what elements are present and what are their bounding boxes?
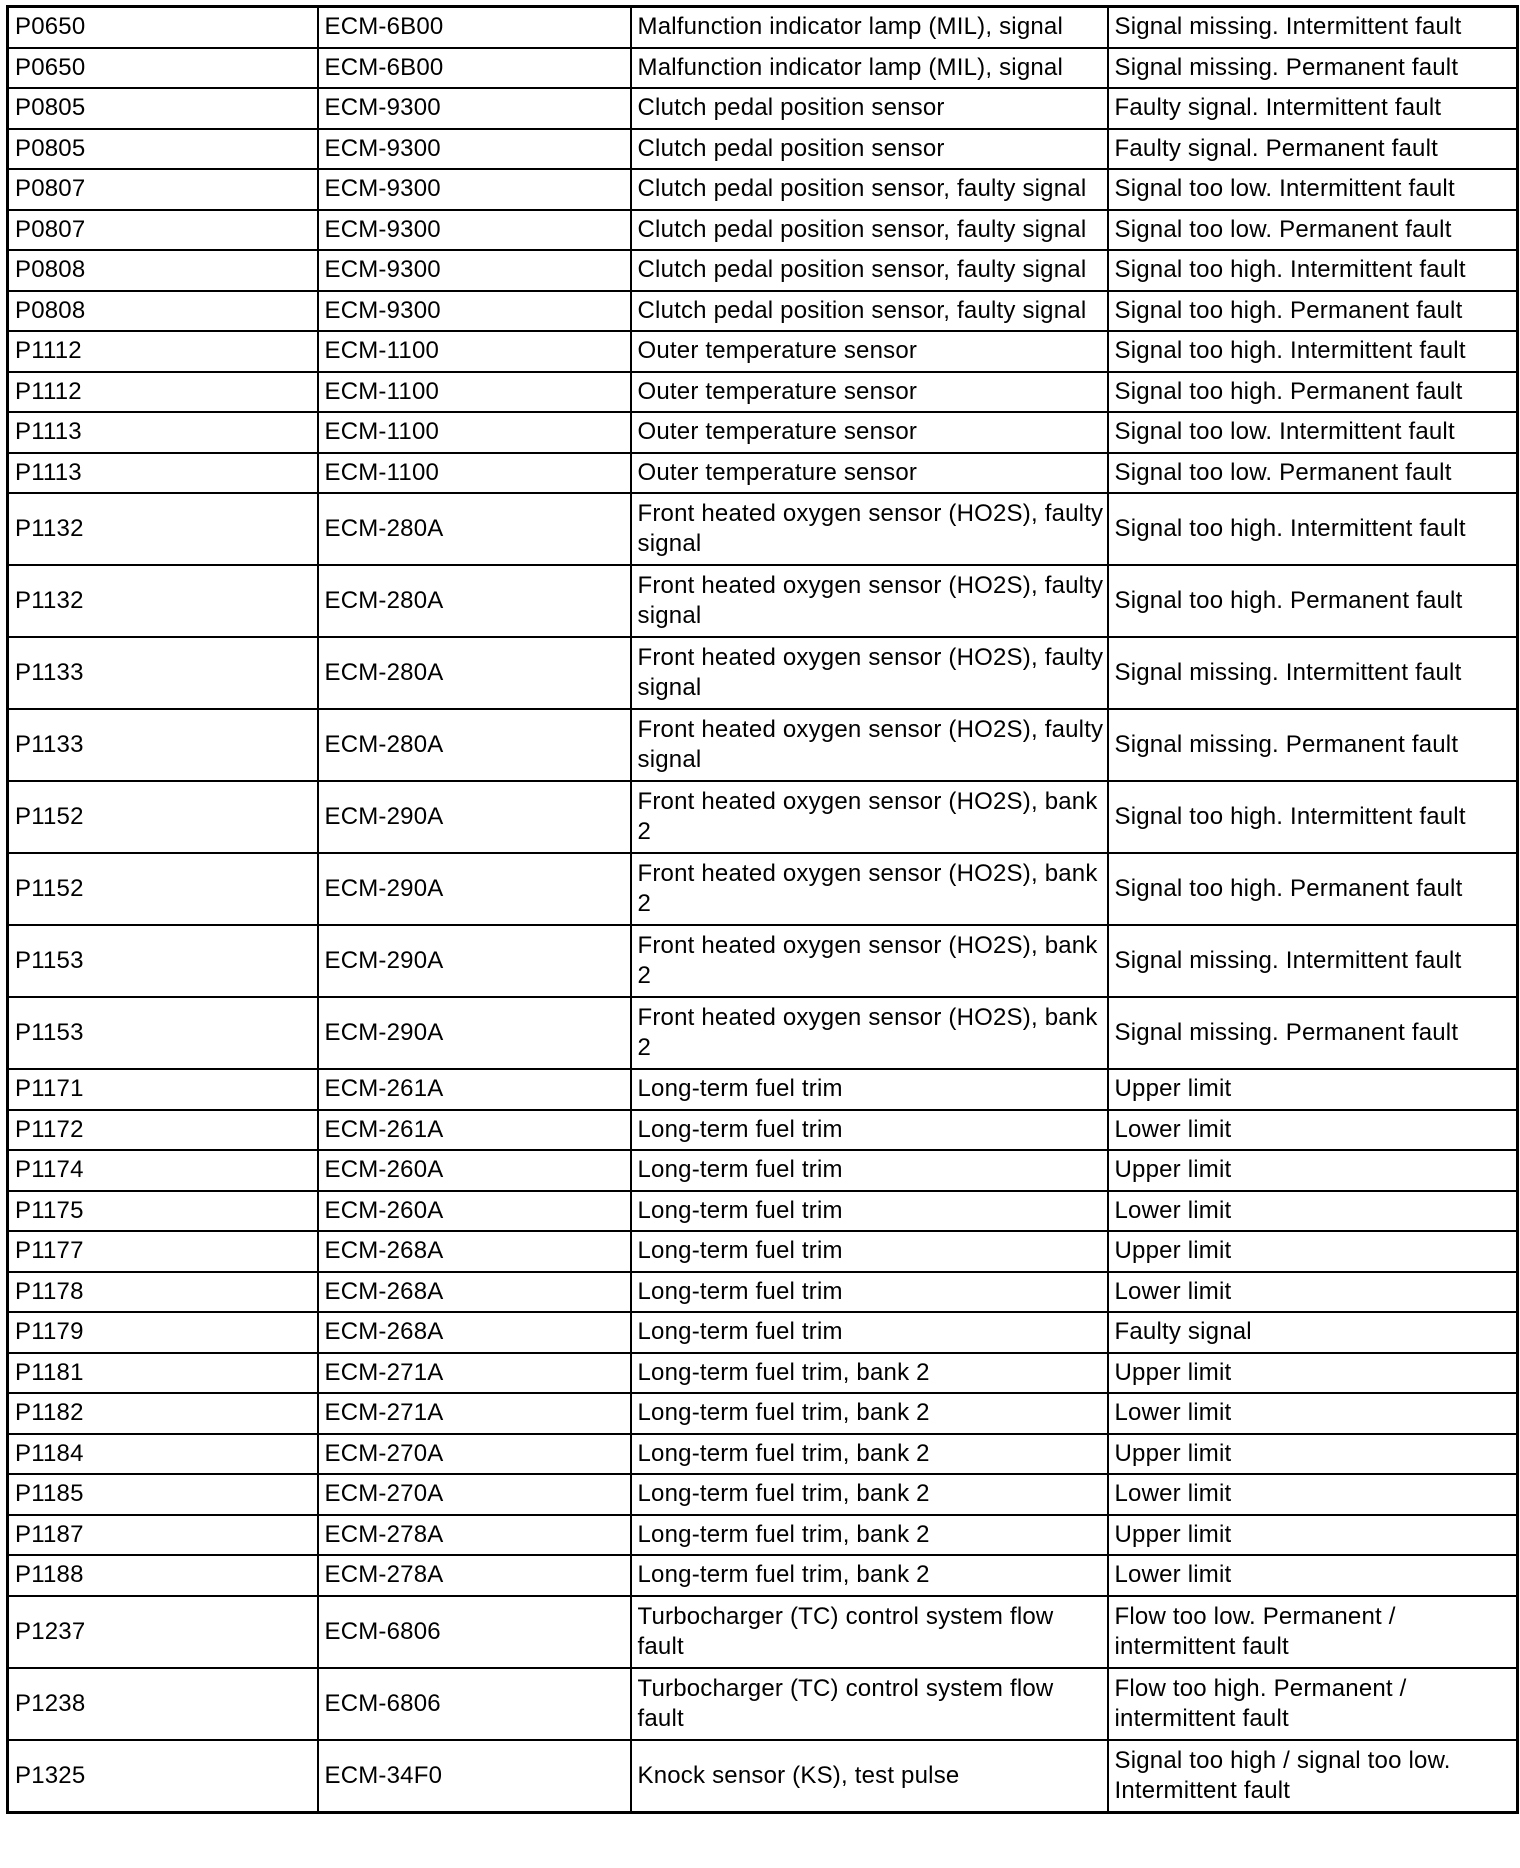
ecm-module-cell: ECM-1100 [318,331,631,372]
table-row [8,709,1518,781]
component-cell: Long-term fuel trim [631,1272,1108,1313]
ecm-module-cell: ECM-261A [318,1110,631,1151]
dtc-code-cell: P1152 [8,781,318,853]
component-cell: Clutch pedal position sensor, faulty signal [631,169,1108,210]
table-row [8,291,1518,332]
component-cell: Long-term fuel trim [631,1150,1108,1191]
table-row [8,925,1518,997]
dtc-code-cell: P1188 [8,1555,318,1596]
fault-description-cell: Signal missing. Intermittent fault [1108,637,1518,709]
ecm-module-cell: ECM-278A [318,1555,631,1596]
component-cell: Clutch pedal position sensor, faulty signal [631,250,1108,291]
dtc-code-cell: P1178 [8,1272,318,1313]
dtc-code-cell: P1185 [8,1474,318,1515]
fault-description-cell: Lower limit [1108,1555,1518,1596]
ecm-module-cell: ECM-6806 [318,1668,631,1740]
dtc-code-cell: P1174 [8,1150,318,1191]
component-cell: Long-term fuel trim, bank 2 [631,1515,1108,1556]
dtc-code-cell: P1182 [8,1393,318,1434]
fault-description-cell: Signal too high. Intermittent fault [1108,331,1518,372]
dtc-code-cell: P1113 [8,453,318,494]
table-row [8,412,1518,453]
fault-description-cell: Upper limit [1108,1231,1518,1272]
fault-description-cell: Signal missing. Permanent fault [1108,709,1518,781]
dtc-table-body [8,7,1518,1813]
component-cell: Long-term fuel trim [631,1231,1108,1272]
table-row [8,997,1518,1069]
dtc-code-cell: P0808 [8,291,318,332]
component-cell: Outer temperature sensor [631,331,1108,372]
fault-description-cell: Faulty signal. Permanent fault [1108,129,1518,170]
component-cell: Front heated oxygen sensor (HO2S), faulty signal [631,709,1108,781]
dtc-code-cell: P1177 [8,1231,318,1272]
dtc-code-cell: P0807 [8,210,318,251]
fault-description-cell: Lower limit [1108,1474,1518,1515]
component-cell: Long-term fuel trim [631,1069,1108,1110]
dtc-code-cell: P1112 [8,372,318,413]
component-cell: Clutch pedal position sensor, faulty signal [631,291,1108,332]
table-row [8,169,1518,210]
fault-description-cell: Signal too low. Permanent fault [1108,210,1518,251]
dtc-code-cell: P0805 [8,88,318,129]
table-row [8,1231,1518,1272]
dtc-code-cell: P0808 [8,250,318,291]
component-cell: Front heated oxygen sensor (HO2S), faulty signal [631,493,1108,565]
fault-description-cell: Lower limit [1108,1272,1518,1313]
component-cell: Front heated oxygen sensor (HO2S), bank 2 [631,997,1108,1069]
dtc-code-cell: P0650 [8,48,318,89]
fault-description-cell: Signal too low. Permanent fault [1108,453,1518,494]
ecm-module-cell: ECM-1100 [318,372,631,413]
ecm-module-cell: ECM-9300 [318,291,631,332]
table-row [8,1312,1518,1353]
fault-description-cell: Lower limit [1108,1110,1518,1151]
fault-description-cell: Signal too high. Intermittent fault [1108,250,1518,291]
table-row [8,1110,1518,1151]
ecm-module-cell: ECM-260A [318,1191,631,1232]
dtc-code-cell: P1238 [8,1668,318,1740]
table-row [8,1272,1518,1313]
dtc-code-cell: P1132 [8,565,318,637]
component-cell: Long-term fuel trim, bank 2 [631,1353,1108,1394]
component-cell: Front heated oxygen sensor (HO2S), bank 2 [631,925,1108,997]
component-cell: Front heated oxygen sensor (HO2S), faulty signal [631,637,1108,709]
component-cell: Turbocharger (TC) control system flow fault [631,1668,1108,1740]
table-row [8,1740,1518,1813]
ecm-module-cell: ECM-268A [318,1231,631,1272]
table-row [8,1150,1518,1191]
ecm-module-cell: ECM-280A [318,565,631,637]
component-cell: Long-term fuel trim [631,1191,1108,1232]
component-cell: Malfunction indicator lamp (MIL), signal [631,48,1108,89]
ecm-module-cell: ECM-280A [318,493,631,565]
table-row [8,565,1518,637]
table-row [8,372,1518,413]
table-row [8,1474,1518,1515]
dtc-code-cell: P1113 [8,412,318,453]
ecm-module-cell: ECM-290A [318,925,631,997]
ecm-module-cell: ECM-9300 [318,169,631,210]
dtc-code-cell: P1133 [8,637,318,709]
table-row [8,1191,1518,1232]
ecm-module-cell: ECM-268A [318,1312,631,1353]
ecm-module-cell: ECM-1100 [318,453,631,494]
component-cell: Malfunction indicator lamp (MIL), signal [631,7,1108,48]
ecm-module-cell: ECM-270A [318,1474,631,1515]
table-row [8,453,1518,494]
component-cell: Clutch pedal position sensor [631,88,1108,129]
dtc-code-cell: P0650 [8,7,318,48]
dtc-code-cell: P1132 [8,493,318,565]
fault-description-cell: Lower limit [1108,1393,1518,1434]
fault-description-cell: Upper limit [1108,1353,1518,1394]
ecm-module-cell: ECM-9300 [318,88,631,129]
ecm-module-cell: ECM-271A [318,1393,631,1434]
table-row [8,853,1518,925]
component-cell: Long-term fuel trim, bank 2 [631,1474,1108,1515]
dtc-code-cell: P1133 [8,709,318,781]
ecm-module-cell: ECM-34F0 [318,1740,631,1813]
table-row [8,48,1518,89]
dtc-code-cell: P1237 [8,1596,318,1668]
component-cell: Front heated oxygen sensor (HO2S), faulty signal [631,565,1108,637]
ecm-module-cell: ECM-278A [318,1515,631,1556]
fault-description-cell: Signal too high. Permanent fault [1108,853,1518,925]
component-cell: Front heated oxygen sensor (HO2S), bank 2 [631,781,1108,853]
fault-description-cell: Signal too high. Permanent fault [1108,291,1518,332]
ecm-module-cell: ECM-290A [318,853,631,925]
fault-description-cell: Flow too high. Permanent / intermittent fault [1108,1668,1518,1740]
ecm-module-cell: ECM-6B00 [318,48,631,89]
dtc-code-cell: P1152 [8,853,318,925]
dtc-code-cell: P1153 [8,925,318,997]
fault-description-cell: Signal missing. Permanent fault [1108,997,1518,1069]
component-cell: Long-term fuel trim, bank 2 [631,1434,1108,1475]
table-row [8,1555,1518,1596]
ecm-module-cell: ECM-260A [318,1150,631,1191]
ecm-module-cell: ECM-280A [318,709,631,781]
dtc-code-cell: P1181 [8,1353,318,1394]
component-cell: Long-term fuel trim, bank 2 [631,1555,1108,1596]
fault-description-cell: Upper limit [1108,1434,1518,1475]
fault-description-cell: Faulty signal [1108,1312,1518,1353]
table-row [8,129,1518,170]
table-row [8,493,1518,565]
dtc-table [6,5,1519,1814]
ecm-module-cell: ECM-6806 [318,1596,631,1668]
fault-description-cell: Signal missing. Intermittent fault [1108,7,1518,48]
dtc-code-cell: P0807 [8,169,318,210]
fault-description-cell: Signal too high. Permanent fault [1108,372,1518,413]
dtc-code-cell: P1175 [8,1191,318,1232]
fault-description-cell: Upper limit [1108,1069,1518,1110]
component-cell: Outer temperature sensor [631,372,1108,413]
dtc-code-cell: P1153 [8,997,318,1069]
table-row [8,637,1518,709]
dtc-code-cell: P1187 [8,1515,318,1556]
dtc-code-cell: P1171 [8,1069,318,1110]
ecm-module-cell: ECM-9300 [318,129,631,170]
ecm-module-cell: ECM-290A [318,997,631,1069]
table-row [8,210,1518,251]
fault-description-cell: Signal too high. Permanent fault [1108,565,1518,637]
component-cell: Long-term fuel trim, bank 2 [631,1393,1108,1434]
table-row [8,7,1518,48]
table-row [8,331,1518,372]
table-row [8,88,1518,129]
ecm-module-cell: ECM-6B00 [318,7,631,48]
ecm-module-cell: ECM-1100 [318,412,631,453]
table-row [8,250,1518,291]
component-cell: Front heated oxygen sensor (HO2S), bank 2 [631,853,1108,925]
fault-description-cell: Signal too low. Intermittent fault [1108,412,1518,453]
component-cell: Long-term fuel trim [631,1110,1108,1151]
table-row [8,1668,1518,1740]
table-row [8,1069,1518,1110]
table-row [8,1596,1518,1668]
fault-description-cell: Signal missing. Intermittent fault [1108,925,1518,997]
fault-description-cell: Signal too low. Intermittent fault [1108,169,1518,210]
fault-description-cell: Signal too high / signal too low. Intermittent fault [1108,1740,1518,1813]
component-cell: Clutch pedal position sensor, faulty signal [631,210,1108,251]
fault-description-cell: Lower limit [1108,1191,1518,1232]
fault-description-cell: Upper limit [1108,1515,1518,1556]
fault-description-cell: Signal missing. Permanent fault [1108,48,1518,89]
dtc-code-cell: P1112 [8,331,318,372]
ecm-module-cell: ECM-9300 [318,250,631,291]
ecm-module-cell: ECM-290A [318,781,631,853]
dtc-code-cell: P1184 [8,1434,318,1475]
fault-description-cell: Upper limit [1108,1150,1518,1191]
table-row [8,1353,1518,1394]
fault-description-cell: Signal too high. Intermittent fault [1108,781,1518,853]
ecm-module-cell: ECM-268A [318,1272,631,1313]
dtc-code-cell: P1172 [8,1110,318,1151]
dtc-code-cell: P0805 [8,129,318,170]
table-row [8,781,1518,853]
ecm-module-cell: ECM-280A [318,637,631,709]
component-cell: Outer temperature sensor [631,453,1108,494]
component-cell: Knock sensor (KS), test pulse [631,1740,1108,1813]
dtc-code-cell: P1325 [8,1740,318,1813]
ecm-module-cell: ECM-261A [318,1069,631,1110]
fault-description-cell: Flow too low. Permanent / intermittent fault [1108,1596,1518,1668]
ecm-module-cell: ECM-9300 [318,210,631,251]
dtc-code-cell: P1179 [8,1312,318,1353]
table-row [8,1515,1518,1556]
fault-description-cell: Faulty signal. Intermittent fault [1108,88,1518,129]
component-cell: Outer temperature sensor [631,412,1108,453]
fault-description-cell: Signal too high. Intermittent fault [1108,493,1518,565]
ecm-module-cell: ECM-271A [318,1353,631,1394]
component-cell: Turbocharger (TC) control system flow fault [631,1596,1108,1668]
component-cell: Clutch pedal position sensor [631,129,1108,170]
table-row [8,1434,1518,1475]
table-row [8,1393,1518,1434]
ecm-module-cell: ECM-270A [318,1434,631,1475]
component-cell: Long-term fuel trim [631,1312,1108,1353]
